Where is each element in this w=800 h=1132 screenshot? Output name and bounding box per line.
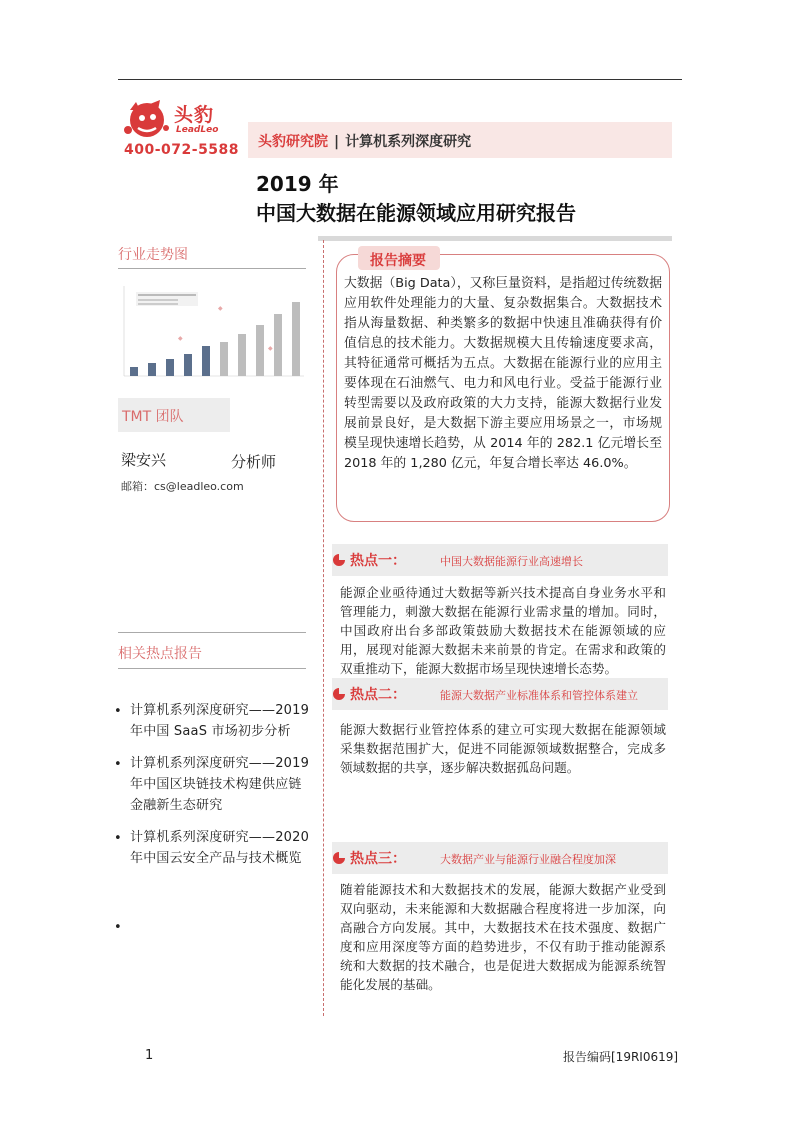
- trend-heading: 行业走势图: [118, 247, 188, 263]
- related-report-item[interactable]: [114, 753, 314, 816]
- team-heading-box: [118, 398, 230, 432]
- hotspot-2-text: 能源大数据行业管控体系的建立可实现大数据在能源领域采集数据范围扩大，促进不同能源领域数据整合，完成多领域数据的共享，逐步解决数据孤岛问题。: [340, 722, 666, 775]
- hotspot-2-label: 热点二：: [350, 687, 406, 703]
- related-report-title: 计算机系列深度研究——2020 年中国云安全产品与技术概览: [130, 830, 310, 866]
- leopard-logo-icon: [122, 98, 172, 140]
- empty-bullet: •: [114, 920, 122, 935]
- hotspot-2-bar: [332, 678, 668, 710]
- pie-marker-icon: [332, 850, 346, 866]
- institute-name: 头豹研究院: [258, 134, 328, 150]
- top-rule: [118, 79, 682, 80]
- brand-separator: |: [334, 134, 340, 150]
- title-divider: [318, 236, 672, 241]
- hotspot-3-label: 热点三：: [350, 851, 406, 867]
- related-report-item[interactable]: [114, 700, 314, 742]
- report-title: 中国大数据在能源领域应用研究报告: [256, 201, 576, 225]
- team-heading: TMT 团队: [122, 409, 184, 425]
- hotspot-2-title: 能源大数据产业标准体系和管控体系建立: [440, 689, 638, 702]
- hotspot-1-text: 能源企业亟待通过大数据等新兴技术提高自身业务水平和管理能力，刺激大数据在能源行业需求量的增加。同时，中国政府出台多部政策鼓励大数据技术在能源领域的应用，展现对能源大数据未来前景的肯定。在需求和政策的双重推动下，能源大数据市场呈现快速增长态势。: [340, 585, 666, 676]
- analyst-role: 分析师: [231, 453, 277, 471]
- related-report-title: 计算机系列深度研究——2019 年中国区块链技术构建供应链金融新生态研究: [130, 756, 310, 813]
- bullet: •: [114, 704, 122, 719]
- leadleo-logo: [122, 98, 232, 142]
- summary-label: 报告摘要: [370, 253, 426, 269]
- svg-text:◆: ◆: [178, 335, 183, 342]
- related-divider: [118, 668, 306, 669]
- hotspot-1-title: 中国大数据能源行业高速增长: [440, 555, 583, 568]
- industry-trend-chart-thumbnail: [118, 280, 308, 388]
- trend-divider: [118, 268, 306, 269]
- hotspot-3-text: 随着能源技术和大数据技术的发展，能源大数据产业受到双向驱动，未来能源和大数据融合程度将进一步加深，向高融合方向发展。其中，大数据技术在技术强度、数据广度和应用深度等方面的趋势进步，不仅有助于推动能源系统和大数据的技术融合，也是促进大数据成为能源系统智能化发展的基础。: [340, 882, 666, 992]
- related-report-item[interactable]: [114, 827, 314, 869]
- bullet: •: [114, 831, 122, 846]
- svg-text:◆: ◆: [218, 305, 223, 312]
- hotspot-3-title: 大数据产业与能源行业融合程度加深: [440, 853, 616, 866]
- pie-marker-icon: [332, 552, 346, 568]
- phone-number: 400-072-5588: [124, 142, 240, 158]
- related-reports-list: [114, 700, 314, 880]
- report-code: 报告编码[19RI0619]: [563, 1050, 679, 1064]
- related-heading: 相关热点报告: [118, 646, 202, 662]
- brand-header-bar: [248, 122, 672, 158]
- series-name: 计算机系列深度研究: [345, 134, 472, 150]
- related-top-divider: [118, 632, 306, 633]
- hotspot-1-bar: [332, 544, 668, 576]
- hotspot-3-bar: [332, 842, 668, 874]
- logo-text-en: LeadLeo: [176, 125, 219, 135]
- pie-marker-icon: [332, 686, 346, 702]
- page-number: 1: [145, 1048, 154, 1063]
- analyst-email: 邮箱：cs@leadleo.com: [121, 480, 244, 493]
- summary-text: 大数据（Big Data），又称巨量资料，是指超过传统数据应用软件处理能力的大量、复杂数据集合。大数据技术指从海量数据、种类繁多的数据中快速且准确获得有价值信息的技术能力。大数据规模大且传输速度要求高，其特征通常可概括为五点。大数据在能源行业的应用主要体现在石油燃气、电力和风电行业。受益于能源行业转型需要以及政府政策的大力支持，能源大数据行业发展前景良好，是大数据下游主要应用场景之一，市场规模呈现快速增长趋势，从 2014 年的 282.1 亿元增长至 2018 年的 1,280 亿元，年复合增长率达 46.0%。: [344, 276, 662, 471]
- column-divider: [323, 240, 324, 1016]
- related-report-title: 计算机系列深度研究——2019 年中国 SaaS 市场初步分析: [130, 703, 310, 739]
- hotspot-1-label: 热点一：: [350, 553, 406, 569]
- bullet: •: [114, 757, 122, 772]
- report-year: 2019 年: [256, 172, 339, 196]
- summary-label-box: [358, 246, 440, 270]
- logo-text-cn: 头豹: [174, 104, 215, 126]
- svg-text:◆: ◆: [268, 345, 273, 352]
- analyst-name: 梁安兴: [121, 451, 167, 469]
